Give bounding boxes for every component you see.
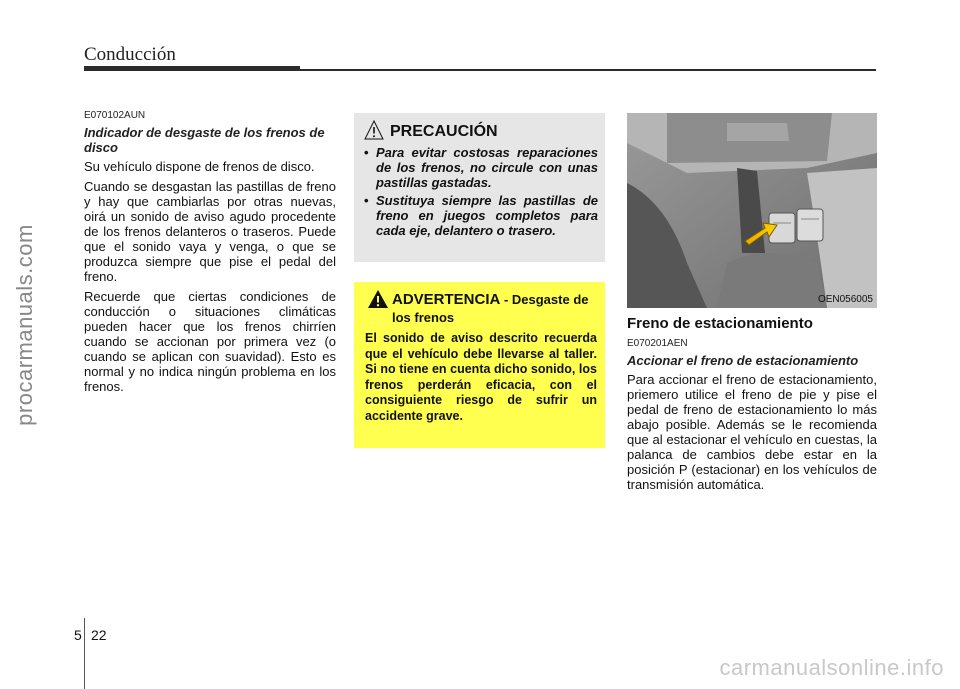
bottom-watermark: carmanualsonline.info: [719, 655, 944, 680]
caution-list: [364, 145, 598, 241]
caution-item: • Sustituya siempre las pastillas de freno en juegos completos para cada eje, delantero o trasero.: [364, 193, 598, 238]
chapter-number: 5: [74, 627, 82, 643]
side-watermark: [10, 160, 40, 490]
subheading-brake-wear: Indicador de desgaste de los frenos de disco: [84, 125, 325, 155]
paragraph: Recuerde que ciertas condiciones de conducción o situaciones climáticas pueden hacer que los frenos chirríen cuando se accionan por primera vez (o cuando se aplican con suavidad). Esto es normal y no indica ningún problema en los frenos.: [84, 289, 336, 394]
subheading-parking-brake: Accionar el freno de estacionamiento: [627, 353, 859, 368]
caution-box: [354, 113, 605, 262]
paragraph: Su vehículo dispone de frenos de disco.: [84, 159, 315, 174]
warning-title: [392, 291, 598, 327]
parking-brake-illustration: [627, 113, 877, 308]
page-number: 22: [91, 627, 107, 643]
footer-divider: [84, 618, 85, 689]
parking-brake-photo: [627, 113, 877, 308]
section-code: E070201AEN: [627, 338, 688, 349]
warning-triangle-icon: [367, 289, 389, 309]
paragraph: Para accionar el freno de estacionamiento, priemero utilice el freno de pie y pise el pedal de freno de estacionamiento lo más abajo posible. Además se le recomienda que al estacionar el vehículo en cuestas, la palanca de cambios debe estar en la posición P (estacionar) en los vehículos de transmisión automática.: [627, 372, 877, 492]
warning-box: [354, 282, 605, 448]
column-brake-wear: [84, 108, 336, 399]
section-title: Conducción: [84, 44, 176, 65]
header-rule-thin: [300, 69, 876, 71]
paragraph: Cuando se desgastan las pastillas de freno y hay que cambiarlas por otras nuevas, oirá un sonido de aviso agudo procedente de los frenos delanteros o traseros. Puede que el sonido vaya y venga, o que se produzca siempre que pise el pedal del freno.: [84, 179, 336, 284]
warning-text: El sonido de aviso descrito recuerda que el vehículo debe llevarse al taller. Si no tiene en cuenta dicho sonido, los frenos perderán eficacia, con el consiguiente riesgo de sufrir un accidente grave.: [365, 331, 597, 423]
heading-parking-brake: Freno de estacionamiento: [627, 315, 813, 332]
column-parking-brake: [627, 315, 877, 497]
side-watermark-text: procarmanuals.com: [12, 224, 37, 426]
caution-triangle-icon: [364, 120, 384, 140]
section-code: E070102AUN: [84, 110, 146, 121]
warning-title-main: ADVERTENCIA: [392, 291, 501, 308]
header-rule-thick: [84, 66, 300, 71]
warning-title-suffix: - Desgaste de los frenos: [392, 292, 589, 325]
caution-item: • Para evitar costosas reparaciones de los frenos, no circule con unas pastillas gastadas.: [364, 145, 598, 190]
photo-caption: OEN056005: [817, 294, 873, 305]
caution-title: PRECAUCIÓN: [390, 123, 498, 140]
